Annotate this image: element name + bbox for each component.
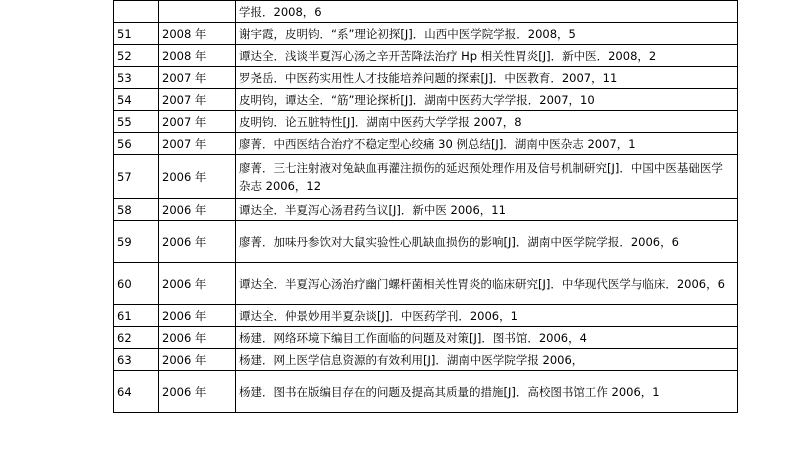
row-year: 2006 年 [159,263,236,305]
table-row [114,221,738,263]
row-year: 2006 年 [159,221,236,263]
row-number: 53 [114,67,159,89]
table-row [114,155,738,199]
row-number: 56 [114,133,159,155]
row-number: 59 [114,221,159,263]
row-year [159,1,236,23]
table-row [114,1,738,23]
row-year: 2006 年 [159,349,236,371]
table-row [114,199,738,221]
table-row [114,67,738,89]
row-reference: 杨建．网络环境下编目工作面临的问题及对策[J]．图书馆．2006，4 [236,327,738,349]
publication-table [113,0,738,413]
row-reference: 罗尧岳．中医药实用性人才技能培养问题的探索[J]．中医教育．2007，11 [236,67,738,89]
row-reference: 谭达全．浅谈半夏泻心汤之辛开苦降法治疗 Hp 相关性胃炎[J]．新中医．2008，2 [236,45,738,67]
row-reference: 廖菁．三七注射液对兔缺血再灌注损伤的延迟预处理作用及信号机制研究[J]．中国中医基础医学杂志 2006，12 [236,155,738,199]
row-year: 2006 年 [159,327,236,349]
row-number: 51 [114,23,159,45]
table-row [114,263,738,305]
row-number: 64 [114,371,159,413]
table-row [114,327,738,349]
row-number [114,1,159,23]
row-year: 2008 年 [159,23,236,45]
row-reference: 谭达全．仲景妙用半夏杂谈[J]．中医药学刊．2006，1 [236,305,738,327]
row-number: 62 [114,327,159,349]
row-number: 55 [114,111,159,133]
row-year: 2006 年 [159,305,236,327]
table-row [114,305,738,327]
row-number: 54 [114,89,159,111]
row-year: 2007 年 [159,89,236,111]
row-reference: 谭达全．半夏泻心汤治疗幽门螺杆菌相关性胃炎的临床研究[J]．中华现代医学与临床．2006，6 [236,263,738,305]
table-row [114,133,738,155]
row-year: 2007 年 [159,67,236,89]
row-year: 2007 年 [159,111,236,133]
row-reference: 杨建．网上医学信息资源的有效利用[J]．湖南中医学院学报 2006， [236,349,738,371]
table-row [114,23,738,45]
row-number: 60 [114,263,159,305]
row-reference: 皮明钧，谭达全．“筋”理论探析[J]．湖南中医药大学学报．2007，10 [236,89,738,111]
table-row [114,349,738,371]
row-year: 2006 年 [159,199,236,221]
row-number: 58 [114,199,159,221]
row-reference: 皮明钧．论五脏特性[J]．湖南中医药大学学报 2007，8 [236,111,738,133]
table-row [114,45,738,67]
row-reference: 学报．2008，6 [236,1,738,23]
row-year: 2007 年 [159,133,236,155]
row-year: 2008 年 [159,45,236,67]
row-year: 2006 年 [159,371,236,413]
table-row [114,111,738,133]
row-reference: 谭达全．半夏泻心汤君药刍议[J]．新中医 2006，11 [236,199,738,221]
row-reference: 廖菁．中西医结合治疗不稳定型心绞痛 30 例总结[J]．湖南中医杂志 2007，1 [236,133,738,155]
table-row [114,89,738,111]
table-row [114,371,738,413]
row-number: 52 [114,45,159,67]
row-number: 61 [114,305,159,327]
row-number: 57 [114,155,159,199]
row-reference: 廖菁．加味丹参饮对大鼠实验性心肌缺血损伤的影响[J]．湖南中医学院学报．2006，6 [236,221,738,263]
row-reference: 杨建．图书在版编目存在的问题及提高其质量的措施[J]．高校图书馆工作 2006，1 [236,371,738,413]
row-year: 2006 年 [159,155,236,199]
row-reference: 谢宇霞，皮明钧．“系”理论初探[J]．山西中医学院学报．2008，5 [236,23,738,45]
row-number: 63 [114,349,159,371]
